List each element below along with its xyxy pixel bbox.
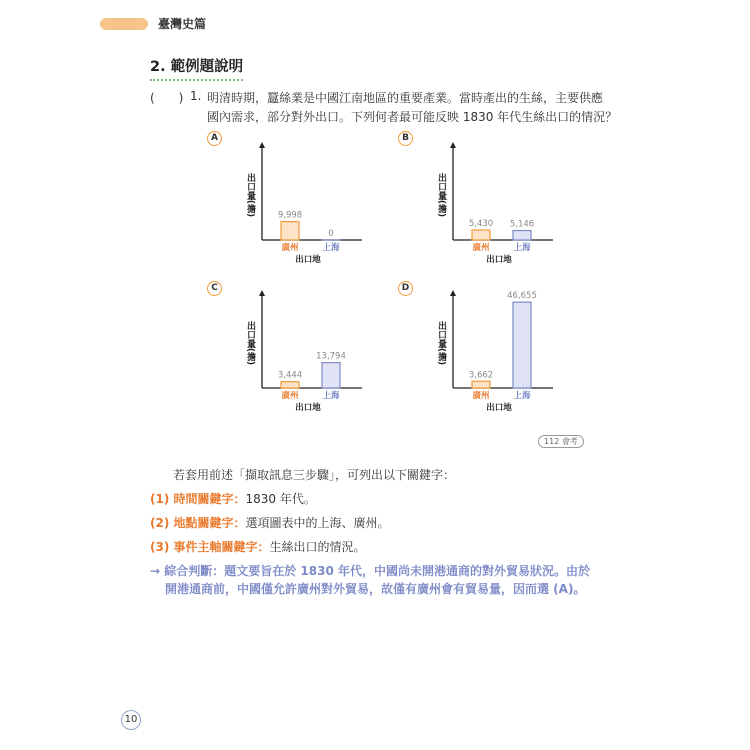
category-label: 廣州 (281, 243, 299, 253)
keyword-time-label: (1) 時間關鍵字： (150, 492, 246, 506)
y-axis-arrow-icon (450, 142, 456, 148)
bar-shanghai (513, 302, 531, 388)
option-d-label: D (398, 281, 413, 296)
section-title: 2. 範例題說明 (150, 55, 243, 81)
data-label: 0 (328, 229, 334, 239)
y-axis-label: 出口量(擔) (245, 172, 255, 218)
bar-guangzhou (472, 230, 490, 240)
y-axis-label: 出口量(擔) (245, 320, 255, 366)
option-c-label: C (207, 281, 222, 296)
data-label: 3,662 (468, 370, 494, 381)
keyword-place-text: 選項圖表中的上海、廣州。 (245, 516, 390, 530)
bar-guangzhou (472, 381, 490, 388)
x-axis-label: 出口地 (486, 403, 512, 413)
category-label: 廣州 (472, 243, 490, 253)
chart-option-c (238, 286, 398, 426)
y-axis-label: 出口量(擔) (436, 172, 446, 218)
category-label: 上海 (513, 391, 531, 401)
category-label: 上海 (322, 391, 340, 401)
bar-shanghai (322, 363, 340, 388)
conclusion-line1: → 綜合判斷：題文要旨在於 1830 年代，中國尚未開港通商的對外貿易狀況。由於 (150, 564, 590, 578)
y-axis-arrow-icon (259, 142, 265, 148)
keyword-time-text: 1830 年代。 (245, 492, 316, 506)
option-a-label: A (207, 131, 222, 146)
keyword-place-label: (2) 地點關鍵字： (150, 516, 246, 530)
data-label: 9,998 (277, 210, 303, 221)
data-label: 46,655 (507, 291, 537, 302)
category-label: 上海 (322, 243, 340, 253)
keyword-event-label: (3) 事件主軸關鍵字： (150, 540, 270, 554)
data-label: 5,430 (468, 219, 494, 230)
page-number: 10 (121, 710, 141, 730)
data-label: 3,444 (277, 370, 303, 381)
source-tag: 112 會考 (538, 435, 584, 448)
x-axis-label: 出口地 (486, 255, 512, 265)
question-text-line2: 國內需求，部分對外出口。下列何者最可能反映 1830 年代生絲出口的情況？ (207, 110, 618, 124)
chart-option-b (429, 138, 589, 278)
y-axis-label: 出口量(擔) (436, 320, 446, 366)
category-label: 上海 (513, 243, 531, 253)
y-axis-arrow-icon (450, 290, 456, 296)
option-b-label: B (398, 131, 413, 146)
category-label: 廣州 (472, 391, 490, 401)
question-text-line1: 明清時期，蠶絲業是中國江南地區的重要產業。當時產出的生絲，主要供應 (207, 91, 604, 105)
bar-guangzhou (281, 222, 299, 240)
header-title: 臺灣史篇 (158, 17, 207, 31)
x-axis-label: 出口地 (295, 403, 321, 413)
keyword-place (150, 514, 390, 531)
header-accent-bar (100, 18, 148, 30)
chart-option-d (429, 286, 589, 426)
keyword-event-text: 生絲出口的情況。 (269, 540, 366, 554)
keyword-time (150, 490, 316, 507)
data-label: 5,146 (509, 219, 535, 230)
conclusion-line2: 開港通商前，中國僅允許廣州對外貿易，故僅有廣州會有貿易量，因而選 (A)。 (165, 582, 586, 596)
data-label: 13,794 (316, 351, 346, 362)
y-axis-arrow-icon (259, 290, 265, 296)
chart-option-a (238, 138, 398, 278)
analysis-intro: 若套用前述「擷取訊息三步驟」，可列出以下關鍵字： (173, 468, 456, 482)
answer-blank: ( ) (150, 91, 184, 105)
keyword-event (150, 538, 366, 555)
bar-shanghai (513, 231, 531, 240)
category-label: 廣州 (281, 391, 299, 401)
x-axis-label: 出口地 (295, 255, 321, 265)
bar-guangzhou (281, 382, 299, 388)
question-number: 1. (190, 89, 202, 103)
